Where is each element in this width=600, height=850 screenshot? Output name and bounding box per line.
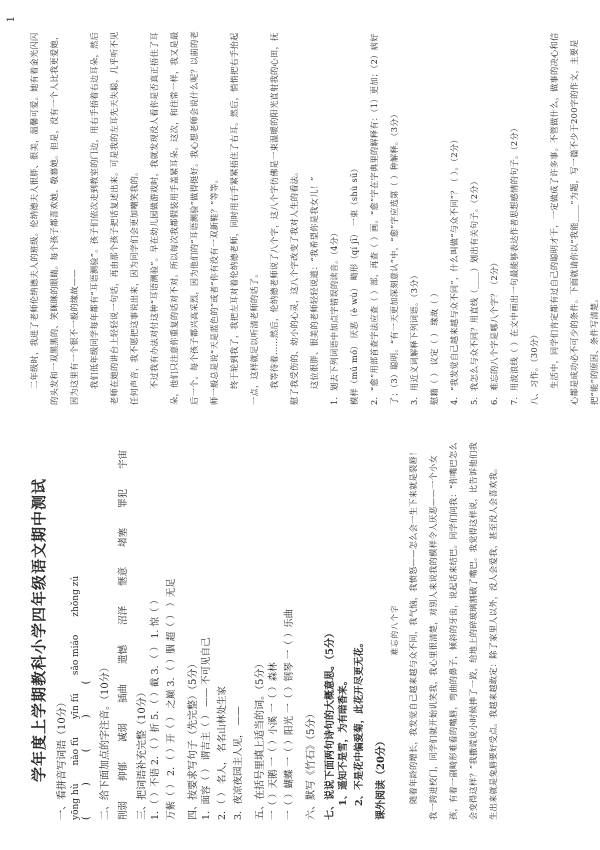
right-page bbox=[0, 16, 600, 405]
q5-header: 五、在括号里填上适当的词。（5分） bbox=[255, 658, 266, 820]
pinyin-5: zhǒng zú bbox=[71, 575, 81, 617]
passage-title: 难忘的八个字 bbox=[390, 604, 399, 656]
reading-header: 课外阅读（20分） bbox=[376, 736, 387, 820]
pinyin-1: yōng hù bbox=[71, 783, 81, 820]
reading-q4: 4．“我发觉自己越来越与众不同”，什么叫做“与众不同”？（ ）。（2分） bbox=[449, 135, 459, 405]
q4-line-1: 1．面容（ ） 谓吉主（ ） —— 不可见自己 bbox=[201, 637, 212, 820]
left-page bbox=[0, 440, 600, 820]
q4-header: 四、按要求写句子（先完整）（5分） bbox=[188, 658, 199, 820]
reading-q3-options: 慰籍（ ） 议定（ ） 缘故（ ） bbox=[429, 288, 439, 405]
page-mark: 1 bbox=[6, 16, 17, 23]
composition-header: 八、习作。（30分） bbox=[529, 330, 539, 405]
reading-q2: 2．“愈”用部首查字法应查（ ）部，再查（ ）画。“愈”字在字典里的解释有：（1）更加；（2）病好了；（3）聪明。“有一天更加深刻意认”中，“愈”字应选第（ ）种解释。（3分） bbox=[369, 33, 399, 405]
reading-q5: 5．我怎么与众不同？用直线（____）划出有关句子。（2分） bbox=[469, 176, 479, 405]
pinyin-3: yīn fú bbox=[71, 693, 81, 719]
q7-line-2: 2、不是花中偏爱菊，此花开尽更无花。 bbox=[354, 637, 365, 806]
word-8: 堵塞 bbox=[118, 527, 129, 547]
passage-para-3: 不过我有办法对付这种“耳语测验”。早在幼儿园做游戏时，我就发现没人看你是否真正捂住了耳朵，他们只注意你重复的话对不对。所以每次我都假装用手盖紧耳朵。这次，和往常一样，我又是最后一个。每个孩子都兴高采烈，因为他们的“耳语测验”做得挺好。我心想老师会说什么呢？以前的老师一般总是说“天是蓝色的”或者“你有没有一双新鞋？”等等。 bbox=[149, 31, 219, 405]
q7-line-1: 1、遥知不是雪，为有暗香来。 bbox=[338, 675, 349, 806]
q3-line-2: 万紫（ ） 2．（ ）开（ ） 之巅 3．（ ）胭 超（ ） ）无足 bbox=[166, 578, 177, 820]
q1-header: 一、看拼音写词语（10分） bbox=[57, 697, 68, 820]
pinyin-4: sǎo miáo bbox=[71, 634, 81, 676]
word-2: 抑郁 bbox=[118, 761, 129, 781]
reading-q7: 7．用波浪线（ ）在文中画出一句最能够表达作者思想感情的句子。（2分） bbox=[509, 123, 519, 405]
pinyin-2: nào fù bbox=[71, 736, 81, 766]
reading-q6: 6．难忘的八个字是哪八个字？（2分） bbox=[489, 258, 499, 405]
q4-line-2: 2．（ ） 名人， 名名山林处生家 bbox=[217, 686, 228, 820]
word-1: 削弱 bbox=[118, 800, 129, 820]
word-row bbox=[115, 440, 129, 820]
answer-brackets bbox=[81, 440, 92, 820]
q5-line-2: 一（ ）蝴蝶 一（ ）阳光 一（ ）钢琴 一（ ）乐曲 bbox=[284, 608, 295, 820]
passage-para-1: 二年级时，我进了老师伦纳德夫人的班级。伦纳德夫人很胖、很美，温馨可爱。她有着金光闪闪的头发和一双黑黑的、笑眯眯的眼睛。每个孩子都喜欢她、敬慕她。但是，没有一个人比我更爱她，因为这里有一个很不一般的缘故—— bbox=[29, 31, 79, 405]
passage-para-2: 我们低年级同学每年都有“耳语测验”。孩子们依次走到教室的门边，用右手捂着右边耳朵，然后老师在她的讲台上轻轻说一句话，再由那个孩子把话复述出来。可是我的左耳先天失聪，几乎听不见任何声音，我不愿把这事说出来，因为同学们会更加嘲笑我的。 bbox=[89, 31, 139, 405]
reading-q3: 3．用近义词解释下列词语。（3分） bbox=[409, 270, 419, 405]
word-5: 遗憾 bbox=[118, 644, 129, 664]
composition-prompt: 生活中，同学们肯定都有过自己的聪明才干，一定做成了许多事。不管做什么，做事的决心和信心都是成功必不可少的条件。下面就请你以“我能____”为题，写一篇不少于200字的作文，主要是把“能”的原因、条件写清楚。 bbox=[549, 32, 599, 405]
word-10: 宇宙 bbox=[118, 449, 129, 469]
passage-text: 随着年龄的增长，我发觉自己越来越与众不同，我气恼，我愤怒——怎么会一生下来就是裂唇！我一跨进校门，同学们就开始讥笑我，我心里很清楚，对别人来说我的模样令人厌恶——一个小女孩，有着一副畸形难看的嘴唇，弯曲的鼻子，倾斜的牙齿，说起话来结巴。同学们问我：“你嘴巴怎么会变得这样？”我撒谎说小时候摔了一跤，给地上的碎玻璃割破了嘴巴。我觉得这样说，比告诉他们我生出来就是兔唇要好受点。我越来越敢定：除了家里人以外，没人会爱我，甚至没人会喜欢我。 bbox=[408, 442, 498, 820]
bracket-5: ( bbox=[81, 680, 92, 685]
q6-header: 六、默写《竹石》（5分） bbox=[306, 708, 317, 820]
passage-para-4: 终于轮到我了，我把左耳对着伦纳德老师，同时用右手紧紧捂住了右耳。然后，悄悄把右手抬起一点，这样就足以听清老师的话了。 bbox=[229, 32, 259, 405]
word-4: 插曲 bbox=[118, 683, 129, 703]
passage-para-6: 这位很胖、很美的老师轻轻说道：“我希望你是我女儿！” bbox=[309, 176, 319, 389]
pinyin-row bbox=[71, 440, 81, 820]
bracket-1: ( bbox=[81, 816, 92, 820]
word-7: 惬意 bbox=[118, 566, 129, 586]
passage-para-5: 我等待着……然后，伦纳德老师说了八个字，这八个字仿佛是一束温暖的阳光直射我的心田，抚慰了我受伤的、幼小的心灵，这八个字改变了我对人生的看法。 bbox=[269, 32, 299, 405]
reading-q1-options: 模样（mú mó） 厌恶（è wù） 畸形（qí jī） 一束（shù sū） bbox=[349, 163, 359, 405]
q3-line-1: 1．（ ）不语 2．（ ）折 5．（ ）截 3．（ ） 1. 惊（ ） bbox=[150, 595, 161, 820]
word-9: 罪犯 bbox=[118, 488, 129, 508]
word-6: 沼泽 bbox=[118, 605, 129, 625]
bracket-4: ) bbox=[81, 714, 92, 719]
q2-header: 二、给下面加点的字注音。（10分） bbox=[100, 662, 111, 820]
q7-header: 七、说说下面两句诗句的大概意思。（5分） bbox=[325, 628, 336, 820]
exam-title: 学年度上学期教科小学四年级语文期中测试 bbox=[30, 478, 48, 783]
q3-header: 三、把词语补充完整（10分） bbox=[137, 687, 148, 820]
bracket-3: ( bbox=[81, 748, 92, 753]
q4-line-3: 3．夜凉夜园主人见， —— bbox=[233, 706, 244, 820]
bracket-2: ) bbox=[81, 782, 92, 787]
reading-q1: 1．划去下列词语中加点字错误的读音。（4分） bbox=[329, 228, 339, 405]
q5-line-1: 一（ ）天鹅 一（ ）小溪 一（ ）森林 bbox=[268, 662, 279, 820]
word-3: 减弱 bbox=[118, 722, 129, 742]
